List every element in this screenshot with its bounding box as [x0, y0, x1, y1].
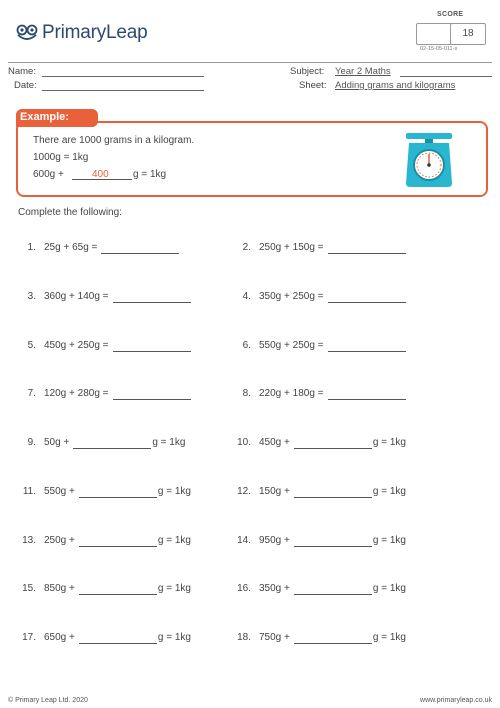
answer-blank[interactable] — [294, 594, 372, 595]
answer-blank[interactable] — [113, 399, 191, 400]
question-text: 950g + — [259, 535, 290, 546]
question-suffix: g = 1kg — [372, 486, 406, 497]
question-text: 750g + — [259, 632, 290, 643]
header-divider — [8, 62, 492, 63]
answer-blank[interactable] — [294, 497, 372, 498]
question-text: 250g + — [44, 535, 75, 546]
score-total: 18 — [462, 28, 474, 39]
example-line-3-suffix: g = 1kg — [133, 169, 167, 180]
kitchen-scale-icon — [404, 131, 454, 189]
question-text: 850g + — [44, 583, 75, 594]
question-number: 15. — [22, 583, 36, 594]
question-number: 16. — [237, 583, 251, 594]
example-line-1: There are 1000 grams in a kilogram. — [33, 135, 195, 146]
question-text: 550g + — [44, 486, 75, 497]
answer-blank[interactable] — [79, 497, 157, 498]
question-number: 5. — [27, 340, 36, 351]
answer-blank[interactable] — [73, 448, 151, 449]
sheet-label: Sheet: — [299, 80, 327, 91]
answer-blank[interactable] — [79, 546, 157, 547]
brand-logo — [16, 22, 148, 44]
example-line-3-prefix: 600g + — [33, 169, 64, 180]
example-answer: 400 — [92, 169, 109, 180]
question-number: 17. — [22, 632, 36, 643]
question-suffix: g = 1kg — [152, 437, 186, 448]
question-text: 350g + 250g = — [259, 291, 324, 302]
score-label: SCORE — [437, 11, 464, 18]
question-text: 50g + — [44, 437, 70, 448]
subject-value: Year 2 Maths — [335, 66, 391, 77]
question-number: 4. — [242, 291, 251, 302]
question-text: 360g + 140g = — [44, 291, 109, 302]
example-tab-label: Example: — [20, 111, 69, 123]
answer-blank[interactable] — [294, 643, 372, 644]
answer-blank[interactable] — [294, 546, 372, 547]
question-number: 14. — [237, 535, 251, 546]
question-number: 12. — [237, 486, 251, 497]
answer-blank[interactable] — [101, 253, 179, 254]
example-line-2: 1000g = 1kg — [33, 152, 89, 163]
instructions: Complete the following: — [18, 207, 122, 218]
question-text: 650g + — [44, 632, 75, 643]
question-text: 220g + 180g = — [259, 388, 324, 399]
question-text: 250g + 150g = — [259, 242, 324, 253]
question-suffix: g = 1kg — [372, 632, 406, 643]
subject-underline — [400, 76, 492, 77]
date-label: Date: — [14, 80, 37, 91]
question-text: 120g + 280g = — [44, 388, 109, 399]
question-text: 150g + — [259, 486, 290, 497]
question-suffix: g = 1kg — [372, 437, 406, 448]
brand-name: PrimaryLeap — [42, 22, 148, 43]
subject-label: Subject: — [290, 66, 325, 77]
score-input-box[interactable] — [416, 23, 452, 45]
question-suffix: g = 1kg — [372, 583, 406, 594]
answer-blank[interactable] — [113, 302, 191, 303]
question-number: 7. — [27, 388, 36, 399]
question-suffix: g = 1kg — [157, 632, 191, 643]
footer-copyright: © Primary Leap Ltd. 2020 — [8, 697, 88, 704]
sheet-value: Adding grams and kilograms — [335, 80, 456, 91]
answer-blank[interactable] — [328, 302, 406, 303]
question-number: 2. — [242, 242, 251, 253]
question-text: 450g + 250g = — [44, 340, 109, 351]
answer-blank[interactable] — [328, 399, 406, 400]
question-number: 9. — [27, 437, 36, 448]
answer-blank[interactable] — [79, 643, 157, 644]
question-number: 3. — [27, 291, 36, 302]
answer-blank[interactable] — [328, 351, 406, 352]
date-field[interactable] — [42, 90, 204, 91]
question-text: 350g + — [259, 583, 290, 594]
footer-url: www.primaryleap.co.uk — [420, 697, 492, 704]
question-number: 11. — [22, 486, 36, 497]
question-number: 8. — [242, 388, 251, 399]
score-total-box — [450, 23, 486, 45]
question-suffix: g = 1kg — [157, 535, 191, 546]
question-number: 10. — [237, 437, 251, 448]
name-label: Name: — [8, 66, 36, 77]
question-number: 6. — [242, 340, 251, 351]
question-text: 450g + — [259, 437, 290, 448]
answer-blank[interactable] — [79, 594, 157, 595]
sheet-code: 02-15-05-011-s — [420, 46, 458, 52]
question-number: 1. — [27, 242, 36, 253]
question-suffix: g = 1kg — [157, 486, 191, 497]
answer-blank[interactable] — [294, 448, 372, 449]
question-number: 18. — [237, 632, 251, 643]
question-suffix: g = 1kg — [157, 583, 191, 594]
question-suffix: g = 1kg — [372, 535, 406, 546]
question-number: 13. — [22, 535, 36, 546]
answer-blank[interactable] — [328, 253, 406, 254]
question-text: 25g + 65g = — [44, 242, 98, 253]
name-field[interactable] — [42, 76, 204, 77]
question-text: 550g + 250g = — [259, 340, 324, 351]
frog-icon — [16, 24, 38, 42]
answer-blank[interactable] — [113, 351, 191, 352]
